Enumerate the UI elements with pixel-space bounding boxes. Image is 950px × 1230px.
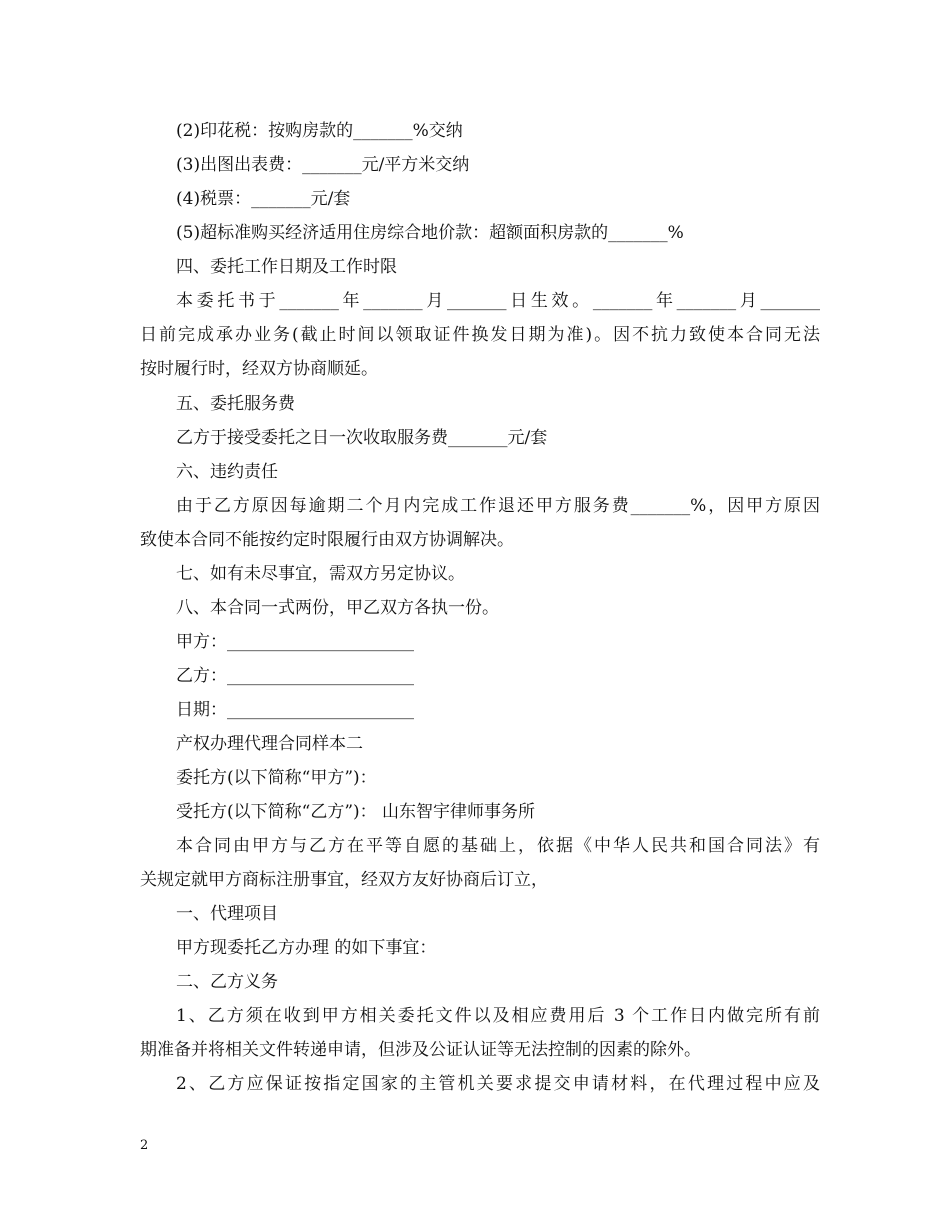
section-heading-5: 五、委托服务费 xyxy=(176,394,295,414)
text-line-postpone: 按时履行时，经双方协商顺延。 xyxy=(140,359,378,379)
section-heading-6: 六、违约责任 xyxy=(176,462,278,482)
text-line-tax-receipt: (4)税票：_______元/套 xyxy=(176,189,351,209)
text-line-entrust: 甲方现委托乙方办理 的如下事宜： xyxy=(176,938,437,958)
sample-title: 产权办理代理合同样本二 xyxy=(176,734,363,754)
obligation-1-line-2: 期准备并将相关文件转递申请，但涉及公证认证等无法控制的因素的除外。 xyxy=(140,1040,701,1060)
text-line-service-fee: 乙方于接受委托之日一次收取服务费_______元/套 xyxy=(176,428,548,448)
text-line-breach-2: 致使本合同不能按约定时限履行由双方协调解决。 xyxy=(140,530,514,550)
text-line-completion: 日前完成承办业务(截止时间以领取证件换发日期为准)。因不抗力致使本合同无法 xyxy=(140,325,820,345)
section-heading-7: 七、如有未尽事宜，需双方另定协议。 xyxy=(176,564,465,584)
preamble-line-2: 关规定就甲方商标注册事宜，经双方友好协商后订立， xyxy=(140,870,548,890)
section-heading-agency-items: 一、代理项目 xyxy=(176,904,278,924)
signature-date: 日期：______________________ xyxy=(176,700,414,720)
agent-line: 受托方(以下简称“乙方”)： 山东智宇律师事务所 xyxy=(176,802,536,822)
obligation-2-line-1: 2、乙方应保证按指定国家的主管机关要求提交申请材料，在代理过程中应及 xyxy=(176,1074,820,1094)
signature-party-b: 乙方：______________________ xyxy=(176,666,414,686)
section-heading-4: 四、委托工作日期及工作时限 xyxy=(176,257,397,277)
section-heading-8: 八、本合同一式两份，甲乙双方各执一份。 xyxy=(176,598,499,618)
text-line-effective-date: 本委托书于_______年_______月_______日生效。_______年_______月_______ xyxy=(176,291,820,311)
page-number: 2 xyxy=(140,1138,149,1153)
text-line-drawing-fee: (3)出图出表费：_______元/平方米交纳 xyxy=(176,155,470,175)
text-line-stamp-tax: (2)印花税：按购房款的_______%交纳 xyxy=(176,121,463,141)
principal-line: 委托方(以下简称“甲方”)： xyxy=(176,768,377,788)
obligation-1-line-1: 1、乙方须在收到甲方相关委托文件以及相应费用后 3 个工作日内做完所有前 xyxy=(176,1006,820,1026)
section-heading-obligations: 二、乙方义务 xyxy=(176,972,278,992)
text-line-land-price: (5)超标准购买经济适用住房综合地价款：超额面积房款的_______% xyxy=(176,223,684,243)
text-line-breach-1: 由于乙方原因每逾期二个月内完成工作退还甲方服务费_______%，因甲方原因 xyxy=(176,496,820,516)
signature-party-a: 甲方：______________________ xyxy=(176,632,414,652)
preamble-line-1: 本合同由甲方与乙方在平等自愿的基础上，依据《中华人民共和国合同法》有 xyxy=(176,836,820,856)
